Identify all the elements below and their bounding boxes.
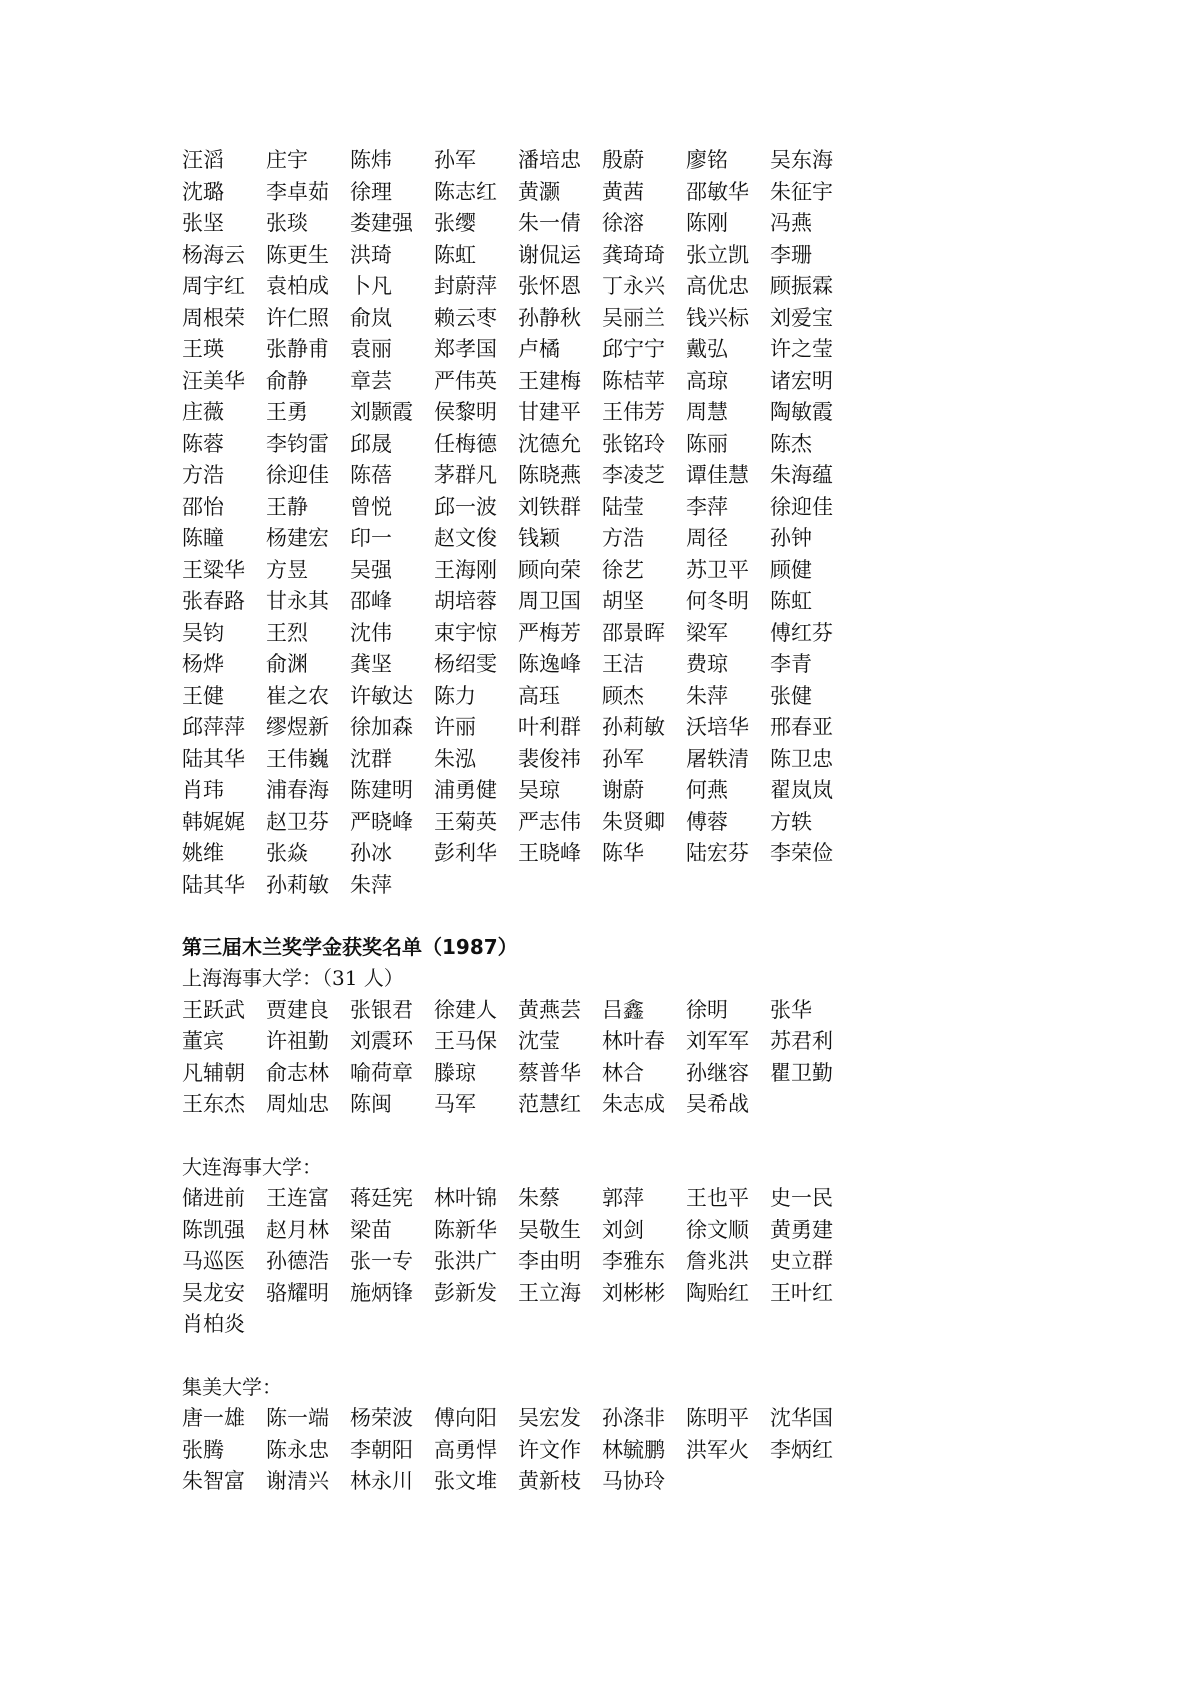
awardee-name: 陈志红 bbox=[434, 179, 497, 204]
awardee-name: 李荣俭 bbox=[770, 841, 833, 865]
awardee-name: 卢橘 bbox=[518, 337, 560, 361]
awardee-name: 朱征宇 bbox=[770, 179, 833, 204]
awardee-list-shanghai bbox=[182, 995, 902, 1121]
awardee-name: 徐迎佳 bbox=[770, 494, 833, 519]
awardee-name: 王菊英 bbox=[434, 809, 497, 834]
awardee-name: 王也平 bbox=[686, 1186, 749, 1210]
awardee-name: 王健 bbox=[182, 683, 224, 708]
awardee-name: 孙军 bbox=[434, 148, 476, 172]
awardee-name: 张银君 bbox=[350, 997, 413, 1022]
awardee-name: 章芸 bbox=[350, 368, 392, 393]
awardee-name: 苏卫平 bbox=[686, 557, 749, 582]
awardee-name: 林合 bbox=[602, 1060, 644, 1085]
awardee-name: 瞿卫勤 bbox=[770, 1060, 833, 1085]
awardee-name: 何冬明 bbox=[686, 589, 749, 613]
awardee-name: 沈华国 bbox=[770, 1406, 833, 1430]
awardee-name: 邵峰 bbox=[350, 589, 392, 613]
awardee-name: 何燕 bbox=[686, 778, 728, 802]
awardee-name: 朱志成 bbox=[602, 1092, 665, 1116]
awardee-name: 王勇 bbox=[266, 400, 308, 424]
awardee-name: 严志伟 bbox=[518, 809, 581, 834]
awardee-name: 李珊 bbox=[770, 242, 812, 267]
awardee-name: 李钧雷 bbox=[266, 431, 329, 456]
awardee-name: 陶敏霞 bbox=[770, 400, 833, 424]
awardee-name: 方浩 bbox=[602, 526, 644, 550]
awardee-name: 王伟巍 bbox=[266, 746, 329, 771]
section-title: 第三届木兰奖学金获奖名单（1987） bbox=[182, 935, 518, 959]
awardee-name: 徐艺 bbox=[602, 557, 644, 582]
awardee-name: 周灿忠 bbox=[266, 1092, 329, 1116]
awardee-name: 俞志林 bbox=[266, 1060, 329, 1085]
awardee-name: 彭利华 bbox=[434, 841, 497, 865]
awardee-name: 王静 bbox=[266, 494, 308, 519]
awardee-name: 顾振霖 bbox=[770, 274, 833, 298]
awardee-name: 方昱 bbox=[266, 557, 308, 582]
awardee-name: 浦春海 bbox=[266, 778, 329, 802]
awardee-name: 苏君利 bbox=[770, 1029, 833, 1053]
awardee-name: 史立群 bbox=[770, 1249, 833, 1273]
awardee-name: 张焱 bbox=[266, 841, 308, 865]
awardee-name: 洪琦 bbox=[350, 242, 392, 267]
awardee-name: 陈永忠 bbox=[266, 1437, 329, 1462]
awardee-name: 徐迎佳 bbox=[266, 463, 329, 487]
awardee-name: 俞静 bbox=[266, 368, 308, 393]
awardee-name: 孙德浩 bbox=[266, 1249, 329, 1273]
awardee-name: 张一专 bbox=[350, 1249, 413, 1273]
awardee-name: 邱晟 bbox=[350, 431, 392, 456]
awardee-name: 傅蓉 bbox=[686, 809, 728, 834]
awardee-name: 王粱华 bbox=[182, 557, 245, 582]
awardee-name: 顾向荣 bbox=[518, 557, 581, 582]
awardee-name: 刘震环 bbox=[350, 1029, 413, 1053]
awardee-name: 李萍 bbox=[686, 494, 728, 519]
awardee-name: 俞岚 bbox=[350, 305, 392, 330]
awardee-name: 彭新发 bbox=[434, 1280, 497, 1305]
awardee-name: 黄燕芸 bbox=[518, 997, 581, 1022]
awardee-name: 朱萍 bbox=[350, 872, 392, 897]
awardee-name: 邱萍萍 bbox=[182, 715, 245, 739]
awardee-name: 许仁照 bbox=[266, 305, 329, 330]
awardee-name: 李炳红 bbox=[770, 1437, 833, 1462]
awardee-name: 甘建平 bbox=[518, 400, 581, 424]
awardee-name: 丁永兴 bbox=[602, 274, 665, 298]
awardee-name: 凡辅朝 bbox=[182, 1060, 245, 1085]
awardee-name: 陈杰 bbox=[770, 431, 812, 456]
awardee-name: 林叶锦 bbox=[434, 1186, 497, 1210]
awardee-name: 王洁 bbox=[602, 652, 644, 676]
awardee-name: 杨荣波 bbox=[350, 1406, 413, 1430]
awardee-name: 傅向阳 bbox=[434, 1406, 497, 1430]
awardee-name: 顾杰 bbox=[602, 683, 644, 708]
awardee-name: 严伟英 bbox=[434, 368, 497, 393]
awardee-name: 沈伟 bbox=[350, 620, 392, 645]
awardee-name: 梁军 bbox=[686, 620, 728, 645]
awardee-name: 陈新华 bbox=[434, 1217, 497, 1242]
awardee-name: 钱颖 bbox=[518, 526, 560, 550]
awardee-name: 肖柏炎 bbox=[182, 1312, 245, 1336]
awardee-name: 蔡普华 bbox=[518, 1060, 581, 1085]
awardee-name: 俞渊 bbox=[266, 652, 308, 676]
awardee-name: 吕鑫 bbox=[602, 997, 644, 1022]
awardee-name: 陆其华 bbox=[182, 746, 245, 771]
awardee-name: 朱贤卿 bbox=[602, 809, 665, 834]
awardee-name: 陈桔苹 bbox=[602, 368, 665, 393]
awardee-name: 黄勇建 bbox=[770, 1217, 833, 1242]
awardee-name: 邢春亚 bbox=[770, 715, 833, 739]
awardee-name: 郭萍 bbox=[602, 1186, 644, 1210]
awardee-name: 陈丽 bbox=[686, 431, 728, 456]
awardee-name: 袁柏成 bbox=[266, 274, 329, 298]
awardee-name: 徐文顺 bbox=[686, 1217, 749, 1242]
awardee-name: 张铭玲 bbox=[602, 431, 665, 456]
awardee-name: 许丽 bbox=[434, 715, 476, 739]
awardee-name: 王伟芳 bbox=[602, 400, 665, 424]
awardee-name: 唐一雄 bbox=[182, 1406, 245, 1430]
awardee-name: 董宾 bbox=[182, 1029, 224, 1053]
awardee-name: 李由明 bbox=[518, 1249, 581, 1273]
awardee-name: 王立海 bbox=[518, 1280, 581, 1305]
awardee-name: 周宇红 bbox=[182, 274, 245, 298]
awardee-name: 张文堆 bbox=[434, 1469, 497, 1493]
awardee-name: 许敏达 bbox=[350, 683, 413, 708]
awardee-name: 王烈 bbox=[266, 620, 308, 645]
awardee-name: 张立凯 bbox=[686, 242, 749, 267]
awardee-name: 朱一倩 bbox=[518, 211, 581, 235]
awardee-name: 裴俊祎 bbox=[518, 746, 581, 771]
awardee-name: 陆宏芬 bbox=[686, 841, 749, 865]
university-label: 上海海事大学：（31 人） bbox=[182, 966, 404, 990]
awardee-name: 袁丽 bbox=[350, 337, 392, 361]
awardee-name: 陶贻红 bbox=[686, 1280, 749, 1305]
awardee-name: 陈瞳 bbox=[182, 526, 224, 550]
awardee-name: 陈炜 bbox=[350, 148, 392, 172]
awardee-list-dalian bbox=[182, 1183, 902, 1341]
awardee-name: 张坚 bbox=[182, 211, 224, 235]
awardee-name: 赵文俊 bbox=[434, 526, 497, 550]
awardee-name: 吴东海 bbox=[770, 148, 833, 172]
awardee-name: 徐理 bbox=[350, 179, 392, 204]
awardee-name: 胡培蓉 bbox=[434, 589, 497, 613]
awardee-name: 殷蔚 bbox=[602, 148, 644, 172]
awardee-name: 张健 bbox=[770, 683, 812, 708]
awardee-name: 肖玮 bbox=[182, 778, 224, 802]
awardee-name: 王晓峰 bbox=[518, 841, 581, 865]
awardee-name: 周卫国 bbox=[518, 589, 581, 613]
awardee-name: 杨烨 bbox=[182, 652, 224, 676]
awardee-name: 严梅芳 bbox=[518, 620, 581, 645]
awardee-name: 孙继容 bbox=[686, 1060, 749, 1085]
awardee-name: 韩娓娓 bbox=[182, 809, 245, 834]
awardee-name: 徐建人 bbox=[434, 997, 497, 1022]
awardee-name: 陈一端 bbox=[266, 1406, 329, 1430]
awardee-name: 姚维 bbox=[182, 841, 224, 865]
awardee-name: 费琼 bbox=[686, 652, 728, 676]
awardee-name: 陈更生 bbox=[266, 242, 329, 267]
awardee-name: 孙钟 bbox=[770, 526, 812, 550]
awardee-name: 陈逸峰 bbox=[518, 652, 581, 676]
awardee-name: 杨海云 bbox=[182, 242, 245, 267]
awardee-name: 陈凯强 bbox=[182, 1217, 245, 1242]
awardee-name: 高珏 bbox=[518, 683, 560, 708]
awardee-name: 束宇惊 bbox=[434, 620, 497, 645]
awardee-name: 孙冰 bbox=[350, 841, 392, 865]
awardee-name: 周根荣 bbox=[182, 305, 245, 330]
awardee-name: 赵月林 bbox=[266, 1217, 329, 1242]
awardee-name: 王海刚 bbox=[434, 557, 497, 582]
awardee-name: 陆莹 bbox=[602, 494, 644, 519]
awardee-name: 张洪广 bbox=[434, 1249, 497, 1273]
awardee-name: 侯黎明 bbox=[434, 400, 497, 424]
awardee-name: 赵卫芬 bbox=[266, 809, 329, 834]
awardee-name: 马军 bbox=[434, 1092, 476, 1116]
awardee-name: 谢侃运 bbox=[518, 242, 581, 267]
awardee-name: 庄薇 bbox=[182, 400, 224, 424]
awardee-name: 翟岚岚 bbox=[770, 778, 833, 802]
awardee-name: 叶利群 bbox=[518, 715, 581, 739]
awardee-name: 顾健 bbox=[770, 557, 812, 582]
awardee-name: 陈刚 bbox=[686, 211, 728, 235]
awardee-name: 陈力 bbox=[434, 683, 476, 708]
awardee-name: 吴宏发 bbox=[518, 1406, 581, 1430]
awardee-name: 冯燕 bbox=[770, 211, 812, 235]
awardee-name: 王瑛 bbox=[182, 337, 224, 361]
awardee-name: 陈明平 bbox=[686, 1406, 749, 1430]
awardee-name: 黄新枝 bbox=[518, 1469, 581, 1493]
awardee-name: 甘永其 bbox=[266, 589, 329, 613]
awardee-name: 林叶春 bbox=[602, 1029, 665, 1053]
awardee-name: 汪滔 bbox=[182, 148, 224, 172]
awardee-name: 喻荷章 bbox=[350, 1060, 413, 1085]
awardee-name: 刘军军 bbox=[686, 1029, 749, 1053]
awardee-name: 骆耀明 bbox=[266, 1280, 329, 1305]
awardee-name: 邱一波 bbox=[434, 494, 497, 519]
awardee-name: 陈蓉 bbox=[182, 431, 224, 456]
awardee-name: 陈华 bbox=[602, 841, 644, 865]
university-dalian-maritime bbox=[182, 1152, 902, 1341]
awardee-name: 郑孝国 bbox=[434, 337, 497, 361]
awardee-name: 李青 bbox=[770, 652, 812, 676]
awardee-name: 吴希战 bbox=[686, 1092, 749, 1116]
awardee-name: 傅红芬 bbox=[770, 620, 833, 645]
awardee-name: 张缨 bbox=[434, 211, 476, 235]
awardee-name: 吴丽兰 bbox=[602, 305, 665, 330]
awardee-name: 曾悦 bbox=[350, 494, 392, 519]
awardee-name: 林毓鹏 bbox=[602, 1437, 665, 1462]
awardee-name: 朱蔡 bbox=[518, 1186, 560, 1210]
university-jimei bbox=[182, 1372, 902, 1498]
awardee-name: 任梅德 bbox=[434, 431, 497, 456]
awardee-name: 诸宏明 bbox=[770, 368, 833, 393]
awardee-name: 崔之农 bbox=[266, 683, 329, 708]
awardee-name: 范慧红 bbox=[518, 1092, 581, 1116]
awardee-name: 张春路 bbox=[182, 589, 245, 613]
awardee-name: 张腾 bbox=[182, 1437, 224, 1462]
awardee-name: 汪美华 bbox=[182, 368, 245, 393]
awardee-name: 许祖勤 bbox=[266, 1029, 329, 1053]
awardee-name: 刘剑 bbox=[602, 1217, 644, 1242]
awardee-name: 严晓峰 bbox=[350, 809, 413, 834]
awardee-name: 张华 bbox=[770, 997, 812, 1022]
awardee-name: 邵敏华 bbox=[686, 179, 749, 204]
awardee-name: 王连富 bbox=[266, 1186, 329, 1210]
awardee-name: 史一民 bbox=[770, 1186, 833, 1210]
awardee-name: 王马保 bbox=[434, 1029, 497, 1053]
awardee-name: 娄建强 bbox=[350, 211, 413, 235]
awardee-name: 方浩 bbox=[182, 463, 224, 487]
awardee-name: 高勇悍 bbox=[434, 1437, 497, 1462]
awardee-name: 徐明 bbox=[686, 997, 728, 1022]
awardee-name: 蒋廷宪 bbox=[350, 1186, 413, 1210]
awardee-name: 邱宁宁 bbox=[602, 337, 665, 361]
awardee-name: 谢蔚 bbox=[602, 778, 644, 802]
awardee-name: 王东杰 bbox=[182, 1092, 245, 1116]
awardee-name: 洪军火 bbox=[686, 1437, 749, 1462]
awardee-name: 孙涤非 bbox=[602, 1406, 665, 1430]
awardee-name: 孙莉敏 bbox=[266, 872, 329, 897]
awardee-name: 陈卫忠 bbox=[770, 746, 833, 771]
university-shanghai-maritime bbox=[182, 963, 902, 1121]
awardee-name: 贾建良 bbox=[266, 997, 329, 1022]
awardee-name: 沈德允 bbox=[518, 431, 581, 456]
awardee-name: 吴强 bbox=[350, 557, 392, 582]
awardee-name: 张怀恩 bbox=[518, 274, 581, 298]
awardee-name: 陈虹 bbox=[770, 589, 812, 613]
awardee-name: 沈璐 bbox=[182, 179, 224, 204]
awardee-name: 李朝阳 bbox=[350, 1437, 413, 1462]
awardee-name: 沈莹 bbox=[518, 1029, 560, 1053]
awardee-name: 滕琼 bbox=[434, 1060, 476, 1085]
awardee-name: 周慧 bbox=[686, 400, 728, 424]
awardee-name: 王叶红 bbox=[770, 1280, 833, 1305]
awardee-name: 沈群 bbox=[350, 746, 392, 771]
awardee-name: 卜凡 bbox=[350, 274, 392, 298]
awardee-name: 吴钧 bbox=[182, 620, 224, 645]
awardee-name: 沃培华 bbox=[686, 715, 749, 739]
awardee-name: 邵怡 bbox=[182, 494, 224, 519]
awardee-name: 陈虹 bbox=[434, 242, 476, 267]
awardee-name: 吴琼 bbox=[518, 778, 560, 802]
awardee-name: 孙军 bbox=[602, 746, 644, 771]
awardee-name: 龚坚 bbox=[350, 652, 392, 676]
awardee-name: 高琼 bbox=[686, 368, 728, 393]
awardee-name: 屠轶清 bbox=[686, 746, 749, 771]
document-content bbox=[182, 145, 902, 1498]
awardee-name: 陈闽 bbox=[350, 1092, 392, 1116]
awardee-name: 缪煜新 bbox=[266, 715, 329, 739]
awardee-name: 詹兆洪 bbox=[686, 1249, 749, 1273]
awardee-name: 吴龙安 bbox=[182, 1280, 245, 1305]
awardee-name: 林永川 bbox=[350, 1469, 413, 1493]
awardee-name: 茅群凡 bbox=[434, 463, 497, 487]
awardee-name: 朱萍 bbox=[686, 683, 728, 708]
awardee-name: 陆其华 bbox=[182, 872, 245, 897]
awardee-name: 张琰 bbox=[266, 211, 308, 235]
awardee-name: 施炳锋 bbox=[350, 1280, 413, 1305]
awardee-name: 龚琦琦 bbox=[602, 242, 665, 267]
awardee-name: 赖云枣 bbox=[434, 305, 497, 330]
awardee-name: 刘铁群 bbox=[518, 494, 581, 519]
awardee-name: 刘爱宝 bbox=[770, 305, 833, 330]
awardee-name: 周径 bbox=[686, 526, 728, 550]
awardee-name: 戴弘 bbox=[686, 337, 728, 361]
awardee-name: 潘培忠 bbox=[518, 148, 581, 172]
awardee-name: 李雅东 bbox=[602, 1249, 665, 1273]
awardee-list-jimei bbox=[182, 1403, 902, 1498]
awardee-name: 吴敬生 bbox=[518, 1217, 581, 1242]
awardee-name: 朱海蕴 bbox=[770, 463, 833, 487]
awardee-name: 朱智富 bbox=[182, 1469, 245, 1493]
awardee-name: 封蔚萍 bbox=[434, 274, 497, 298]
awardee-name: 徐溶 bbox=[602, 211, 644, 235]
awardee-name: 浦勇健 bbox=[434, 778, 497, 802]
awardee-name: 印一 bbox=[350, 526, 392, 550]
awardee-name: 陈晓燕 bbox=[518, 463, 581, 487]
awardee-name: 朱泓 bbox=[434, 746, 476, 771]
awardee-name: 谭佳慧 bbox=[686, 463, 749, 487]
awardee-name: 胡坚 bbox=[602, 589, 644, 613]
awardee-name: 储进前 bbox=[182, 1186, 245, 1210]
awardee-name: 孙莉敏 bbox=[602, 715, 665, 739]
awardee-name: 庄宇 bbox=[266, 148, 308, 172]
awardee-name: 王建梅 bbox=[518, 368, 581, 393]
awardee-name: 黄灏 bbox=[518, 179, 560, 204]
awardee-name: 方轶 bbox=[770, 809, 812, 834]
awardee-name: 黄茜 bbox=[602, 179, 644, 204]
awardee-name: 谢清兴 bbox=[266, 1469, 329, 1493]
awardee-name: 王跃武 bbox=[182, 997, 245, 1022]
awardee-name: 杨建宏 bbox=[266, 526, 329, 550]
awardee-name: 李卓茹 bbox=[266, 179, 329, 204]
awardee-name: 陈蓓 bbox=[350, 463, 392, 487]
awardee-name: 陈建明 bbox=[350, 778, 413, 802]
awardee-name: 廖铭 bbox=[686, 148, 728, 172]
awardee-name: 许文作 bbox=[518, 1437, 581, 1462]
awardee-name: 马协玲 bbox=[602, 1469, 665, 1493]
awardee-name: 孙静秋 bbox=[518, 305, 581, 330]
awardee-name: 杨绍雯 bbox=[434, 652, 497, 676]
university-label: 集美大学： bbox=[182, 1374, 282, 1399]
awardee-name: 张静甫 bbox=[266, 337, 329, 361]
awardee-name: 梁苗 bbox=[350, 1217, 392, 1242]
awardee-name: 刘颢霞 bbox=[350, 400, 413, 424]
university-label: 大连海事大学： bbox=[182, 1154, 322, 1179]
awardee-name: 许之莹 bbox=[770, 337, 833, 361]
awardee-name: 邵景晖 bbox=[602, 620, 665, 645]
awardee-name: 马巡医 bbox=[182, 1249, 245, 1273]
awardee-list-previous bbox=[182, 145, 902, 901]
awardee-name: 钱兴标 bbox=[686, 305, 749, 330]
awardee-name: 李凌芝 bbox=[602, 463, 665, 487]
awardee-name: 徐加森 bbox=[350, 715, 413, 739]
awardee-name: 刘彬彬 bbox=[602, 1280, 665, 1305]
awardee-name: 高优忠 bbox=[686, 274, 749, 298]
